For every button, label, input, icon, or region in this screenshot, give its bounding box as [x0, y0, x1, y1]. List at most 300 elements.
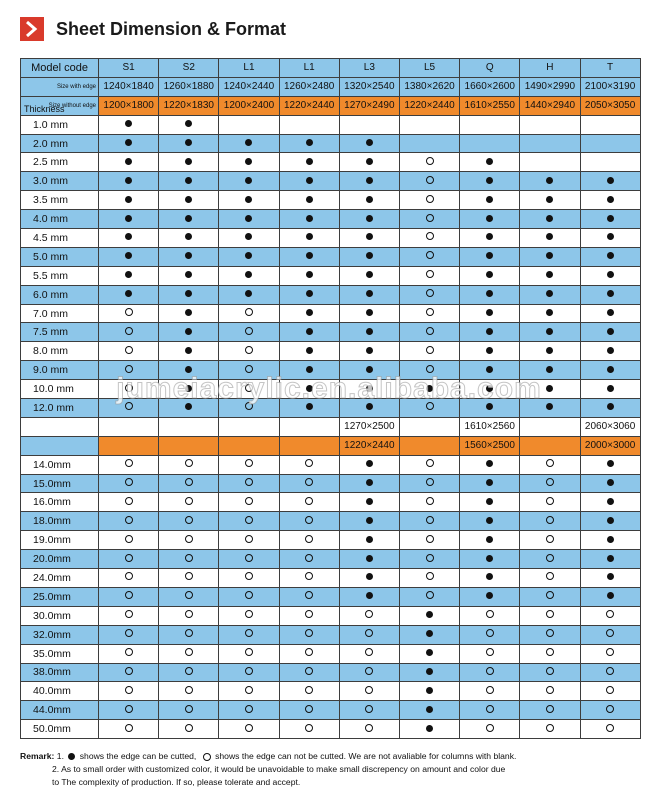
availability-cell — [460, 153, 520, 172]
filled-dot-icon — [607, 460, 614, 467]
thickness-row — [21, 266, 641, 285]
filled-dot-icon — [546, 215, 553, 222]
model-header: S2 — [159, 59, 219, 78]
thickness-row — [21, 380, 641, 399]
availability-cell — [399, 115, 459, 134]
mid-size-without-edge-value: 1220×2440 — [339, 436, 399, 455]
thickness-row — [21, 285, 641, 304]
availability-cell — [520, 361, 580, 380]
availability-cell — [99, 115, 159, 134]
hollow-circle-icon — [125, 667, 133, 675]
filled-dot-icon — [607, 592, 614, 599]
model-code-label: Model code — [21, 59, 99, 78]
size-without-edge-value: 1200×1800 — [99, 96, 159, 115]
availability-cell — [580, 266, 640, 285]
availability-cell — [520, 569, 580, 588]
availability-cell — [279, 720, 339, 739]
availability-cell — [520, 701, 580, 720]
availability-cell — [339, 191, 399, 210]
hollow-circle-icon — [426, 402, 434, 410]
thickness-row — [21, 569, 641, 588]
availability-cell — [339, 569, 399, 588]
model-header: L5 — [399, 59, 459, 78]
availability-cell — [279, 531, 339, 550]
availability-cell — [520, 229, 580, 248]
availability-cell — [99, 587, 159, 606]
filled-dot-icon — [366, 139, 373, 146]
availability-cell — [580, 682, 640, 701]
hollow-circle-icon — [305, 667, 313, 675]
size-with-edge-value: 1240×1840 — [99, 77, 159, 96]
hollow-circle-icon — [125, 591, 133, 599]
filled-dot-icon — [607, 328, 614, 335]
availability-cell — [219, 210, 279, 229]
availability-cell — [219, 531, 279, 550]
availability-cell — [339, 229, 399, 248]
availability-cell — [339, 304, 399, 323]
availability-cell — [399, 512, 459, 531]
hollow-circle-icon — [185, 554, 193, 562]
hollow-circle-icon — [125, 308, 133, 316]
hollow-circle-icon — [546, 705, 554, 713]
hollow-circle-icon — [125, 402, 133, 410]
filled-dot-icon — [366, 536, 373, 543]
availability-cell — [159, 266, 219, 285]
mid-size-without-edge-value: 2000×3000 — [580, 436, 640, 455]
availability-cell — [159, 210, 219, 229]
availability-cell — [460, 455, 520, 474]
availability-cell — [399, 399, 459, 418]
filled-dot-icon — [306, 139, 313, 146]
availability-cell — [399, 644, 459, 663]
size-without-edge-label: Size without edge — [48, 102, 96, 109]
filled-dot-icon — [607, 215, 614, 222]
hollow-circle-icon — [245, 610, 253, 618]
availability-cell — [399, 247, 459, 266]
availability-cell — [520, 587, 580, 606]
thickness-row — [21, 153, 641, 172]
filled-dot-icon — [125, 177, 132, 184]
filled-dot-icon — [366, 517, 373, 524]
remark-line1b: shows the edge can not be cutted. We are not avaliable for columns with blank. — [215, 751, 517, 761]
availability-cell — [460, 512, 520, 531]
availability-cell — [520, 399, 580, 418]
filled-dot-icon — [366, 177, 373, 184]
hollow-circle-icon — [546, 648, 554, 656]
filled-dot-icon — [366, 158, 373, 165]
mid-size-with-edge-value — [99, 417, 159, 436]
filled-dot-icon — [607, 573, 614, 580]
hollow-circle-icon — [185, 610, 193, 618]
availability-cell — [159, 247, 219, 266]
availability-cell — [219, 606, 279, 625]
filled-dot-icon — [306, 366, 313, 373]
availability-cell — [580, 191, 640, 210]
hollow-circle-icon — [245, 629, 253, 637]
availability-cell — [219, 512, 279, 531]
availability-cell — [99, 134, 159, 153]
filled-dot-icon — [306, 233, 313, 240]
filled-dot-icon — [125, 233, 132, 240]
thickness-row — [21, 587, 641, 606]
mid-size-without-edge-value — [520, 436, 580, 455]
filled-dot-icon — [366, 366, 373, 373]
availability-cell — [399, 606, 459, 625]
availability-cell — [99, 266, 159, 285]
size-with-edge-value: 1260×1880 — [159, 77, 219, 96]
availability-cell — [580, 606, 640, 625]
availability-cell — [219, 229, 279, 248]
availability-cell — [580, 304, 640, 323]
hollow-circle-icon — [185, 686, 193, 694]
filled-dot-icon — [486, 215, 493, 222]
availability-cell — [219, 266, 279, 285]
availability-cell — [520, 134, 580, 153]
hollow-circle-icon — [365, 705, 373, 713]
hollow-circle-icon — [125, 478, 133, 486]
availability-cell — [520, 663, 580, 682]
filled-dot-icon — [546, 328, 553, 335]
availability-cell — [159, 625, 219, 644]
availability-cell — [520, 606, 580, 625]
thickness-row — [21, 342, 641, 361]
model-header: L1 — [279, 59, 339, 78]
filled-dot-icon — [306, 177, 313, 184]
hollow-circle-icon — [245, 478, 253, 486]
availability-cell — [159, 720, 219, 739]
size-with-edge-value: 1380×2620 — [399, 77, 459, 96]
hollow-circle-icon — [245, 365, 253, 373]
availability-cell — [580, 172, 640, 191]
filled-dot-icon — [245, 139, 252, 146]
size-with-edge-value: 1660×2600 — [460, 77, 520, 96]
thickness-row — [21, 115, 641, 134]
availability-cell — [279, 399, 339, 418]
availability-cell — [279, 512, 339, 531]
availability-cell — [159, 474, 219, 493]
availability-cell — [339, 493, 399, 512]
filled-dot-icon — [366, 592, 373, 599]
hollow-circle-icon — [125, 384, 133, 392]
remark — [20, 750, 640, 789]
thickness-row — [21, 663, 641, 682]
mid-label-cell — [21, 417, 99, 436]
thickness-cell: 20.0mm — [21, 550, 99, 569]
availability-cell — [339, 550, 399, 569]
filled-dot-icon — [125, 139, 132, 146]
filled-dot-icon — [546, 271, 553, 278]
hollow-circle-icon — [486, 667, 494, 675]
availability-cell — [580, 493, 640, 512]
availability-cell — [460, 361, 520, 380]
filled-dot-icon — [486, 498, 493, 505]
availability-cell — [520, 172, 580, 191]
mid-size-without-edge-value — [159, 436, 219, 455]
availability-cell — [219, 115, 279, 134]
filled-dot-icon — [486, 536, 493, 543]
filled-dot-icon — [486, 573, 493, 580]
hollow-circle-icon — [185, 591, 193, 599]
availability-cell — [99, 606, 159, 625]
hollow-circle-icon — [606, 705, 614, 713]
filled-dot-icon — [185, 177, 192, 184]
filled-dot-icon — [185, 233, 192, 240]
model-header: L1 — [219, 59, 279, 78]
availability-cell — [399, 304, 459, 323]
filled-dot-icon — [607, 271, 614, 278]
hollow-circle-icon — [426, 535, 434, 543]
filled-dot-icon — [185, 290, 192, 297]
hollow-circle-icon — [305, 535, 313, 543]
hollow-circle-icon — [245, 686, 253, 694]
hollow-circle-icon — [426, 289, 434, 297]
availability-cell — [399, 493, 459, 512]
filled-dot-icon — [486, 290, 493, 297]
availability-cell — [399, 380, 459, 399]
size-without-edge-value: 1200×2400 — [219, 96, 279, 115]
hollow-circle-icon — [546, 478, 554, 486]
availability-cell — [219, 247, 279, 266]
hollow-circle-icon — [185, 459, 193, 467]
hollow-circle-icon — [546, 516, 554, 524]
hollow-circle-icon — [185, 705, 193, 713]
availability-cell — [460, 663, 520, 682]
size-with-edge-value: 1260×2480 — [279, 77, 339, 96]
filled-dot-icon — [607, 536, 614, 543]
thickness-row — [21, 172, 641, 191]
availability-cell — [580, 153, 640, 172]
hollow-circle-icon — [125, 554, 133, 562]
availability-cell — [460, 172, 520, 191]
availability-cell — [279, 323, 339, 342]
hollow-circle-icon — [546, 591, 554, 599]
hollow-circle-icon — [305, 554, 313, 562]
availability-cell — [460, 342, 520, 361]
availability-cell — [99, 172, 159, 191]
availability-cell — [339, 663, 399, 682]
availability-cell — [339, 606, 399, 625]
availability-cell — [580, 701, 640, 720]
filled-dot-icon — [245, 158, 252, 165]
mid-size-with-edge-value — [279, 417, 339, 436]
filled-dot-icon — [607, 479, 614, 486]
filled-dot-icon — [185, 252, 192, 259]
hollow-circle-icon — [365, 648, 373, 656]
availability-cell — [460, 115, 520, 134]
filled-dot-icon — [245, 271, 252, 278]
hollow-circle-icon — [546, 572, 554, 580]
mid-label-cell — [21, 436, 99, 455]
thickness-cell: 3.0 mm — [21, 172, 99, 191]
size-without-edge-value: 1220×1830 — [159, 96, 219, 115]
hollow-circle-icon — [546, 724, 554, 732]
availability-cell — [159, 134, 219, 153]
availability-cell — [99, 323, 159, 342]
availability-cell — [580, 569, 640, 588]
filled-dot-icon — [607, 555, 614, 562]
hollow-circle-icon — [486, 648, 494, 656]
hollow-circle-icon — [245, 572, 253, 580]
hollow-circle-icon — [125, 535, 133, 543]
availability-cell — [399, 342, 459, 361]
thickness-row — [21, 191, 641, 210]
filled-dot-icon — [306, 215, 313, 222]
availability-cell — [460, 285, 520, 304]
availability-cell — [219, 569, 279, 588]
filled-dot-icon — [366, 403, 373, 410]
filled-dot-icon — [366, 573, 373, 580]
thickness-cell: 4.0 mm — [21, 210, 99, 229]
availability-cell — [339, 644, 399, 663]
hollow-circle-icon — [305, 516, 313, 524]
availability-cell — [159, 361, 219, 380]
hollow-circle-icon — [426, 346, 434, 354]
hollow-circle-icon — [125, 724, 133, 732]
thickness-row — [21, 304, 641, 323]
availability-cell — [460, 247, 520, 266]
availability-cell — [460, 134, 520, 153]
hollow-circle-icon — [185, 535, 193, 543]
hollow-circle-icon — [606, 686, 614, 694]
availability-cell — [520, 342, 580, 361]
availability-cell — [339, 720, 399, 739]
thickness-cell: 8.0 mm — [21, 342, 99, 361]
hollow-circle-icon — [546, 459, 554, 467]
availability-cell — [159, 304, 219, 323]
hollow-circle-icon — [606, 648, 614, 656]
availability-cell — [460, 682, 520, 701]
hollow-circle-icon — [426, 572, 434, 580]
hollow-circle-icon — [606, 667, 614, 675]
size-without-edge-label-cell — [21, 96, 99, 115]
filled-dot-icon — [486, 347, 493, 354]
availability-cell — [580, 361, 640, 380]
availability-cell — [399, 550, 459, 569]
thickness-cell: 16.0mm — [21, 493, 99, 512]
filled-dot-icon — [486, 517, 493, 524]
filled-dot-icon — [366, 479, 373, 486]
hollow-circle-icon — [245, 724, 253, 732]
filled-dot-icon — [486, 196, 493, 203]
hollow-circle-icon — [125, 686, 133, 694]
filled-dot-icon — [125, 271, 132, 278]
availability-cell — [580, 663, 640, 682]
filled-dot-icon — [185, 309, 192, 316]
mid-size-without-edge-value — [399, 436, 459, 455]
hollow-circle-icon — [125, 610, 133, 618]
availability-cell — [460, 399, 520, 418]
filled-dot-icon — [366, 328, 373, 335]
hollow-circle-icon — [125, 327, 133, 335]
availability-cell — [279, 191, 339, 210]
availability-cell — [99, 285, 159, 304]
hollow-circle-icon — [365, 629, 373, 637]
availability-cell — [159, 455, 219, 474]
filled-dot-icon — [366, 290, 373, 297]
thickness-row — [21, 644, 641, 663]
hollow-circle-icon — [245, 667, 253, 675]
model-header: Q — [460, 59, 520, 78]
filled-dot-icon — [607, 366, 614, 373]
thickness-row — [21, 493, 641, 512]
availability-cell — [219, 304, 279, 323]
availability-cell — [219, 285, 279, 304]
availability-cell — [460, 720, 520, 739]
mid-size-with-edge-value: 1610×2560 — [460, 417, 520, 436]
availability-cell — [279, 644, 339, 663]
filled-dot-icon — [486, 271, 493, 278]
availability-cell — [580, 399, 640, 418]
availability-cell — [99, 229, 159, 248]
filled-dot-icon — [125, 290, 132, 297]
availability-cell — [99, 455, 159, 474]
availability-cell — [460, 323, 520, 342]
filled-dot-icon — [426, 668, 433, 675]
availability-cell — [99, 550, 159, 569]
thickness-row — [21, 625, 641, 644]
availability-cell — [159, 550, 219, 569]
availability-cell — [339, 531, 399, 550]
filled-dot-icon — [125, 252, 132, 259]
availability-cell — [580, 474, 640, 493]
filled-dot-icon — [306, 309, 313, 316]
hollow-circle-icon — [245, 516, 253, 524]
thickness-row — [21, 134, 641, 153]
availability-cell — [399, 701, 459, 720]
thickness-row — [21, 323, 641, 342]
filled-dot-icon — [486, 555, 493, 562]
mid-size-with-edge-value — [399, 417, 459, 436]
hollow-circle-icon — [365, 724, 373, 732]
hollow-circle-icon — [125, 365, 133, 373]
hollow-circle-icon — [245, 459, 253, 467]
hollow-circle-icon — [125, 572, 133, 580]
size-with-edge-label: Size with edge — [56, 83, 96, 90]
filled-dot-icon — [546, 403, 553, 410]
page-title: Sheet Dimension & Format — [56, 18, 287, 39]
thickness-cell: 19.0mm — [21, 531, 99, 550]
hollow-circle-icon — [426, 459, 434, 467]
mid-size-with-edge-value — [159, 417, 219, 436]
size-without-edge-row — [21, 96, 641, 115]
thickness-cell: 1.0 mm — [21, 115, 99, 134]
availability-cell — [580, 342, 640, 361]
hollow-circle-icon — [185, 648, 193, 656]
size-with-edge-value: 1490×2990 — [520, 77, 580, 96]
availability-cell — [279, 134, 339, 153]
availability-cell — [399, 153, 459, 172]
filled-dot-icon — [185, 328, 192, 335]
size-without-edge-value: 2050×3050 — [580, 96, 640, 115]
availability-cell — [580, 625, 640, 644]
availability-cell — [520, 285, 580, 304]
thickness-cell: 3.5 mm — [21, 191, 99, 210]
availability-cell — [580, 720, 640, 739]
filled-dot-icon — [607, 347, 614, 354]
availability-cell — [460, 606, 520, 625]
hollow-circle-icon — [305, 610, 313, 618]
availability-cell — [580, 380, 640, 399]
filled-dot-icon — [306, 403, 313, 410]
mid-size-with-edge-value: 1270×2500 — [339, 417, 399, 436]
mid-size-with-edge-value: 2060×3060 — [580, 417, 640, 436]
hollow-circle-icon — [185, 516, 193, 524]
size-with-edge-value: 1320×2540 — [339, 77, 399, 96]
hollow-circle-icon — [546, 686, 554, 694]
availability-cell — [279, 342, 339, 361]
size-with-edge-value: 1240×2440 — [219, 77, 279, 96]
filled-dot-icon — [607, 517, 614, 524]
